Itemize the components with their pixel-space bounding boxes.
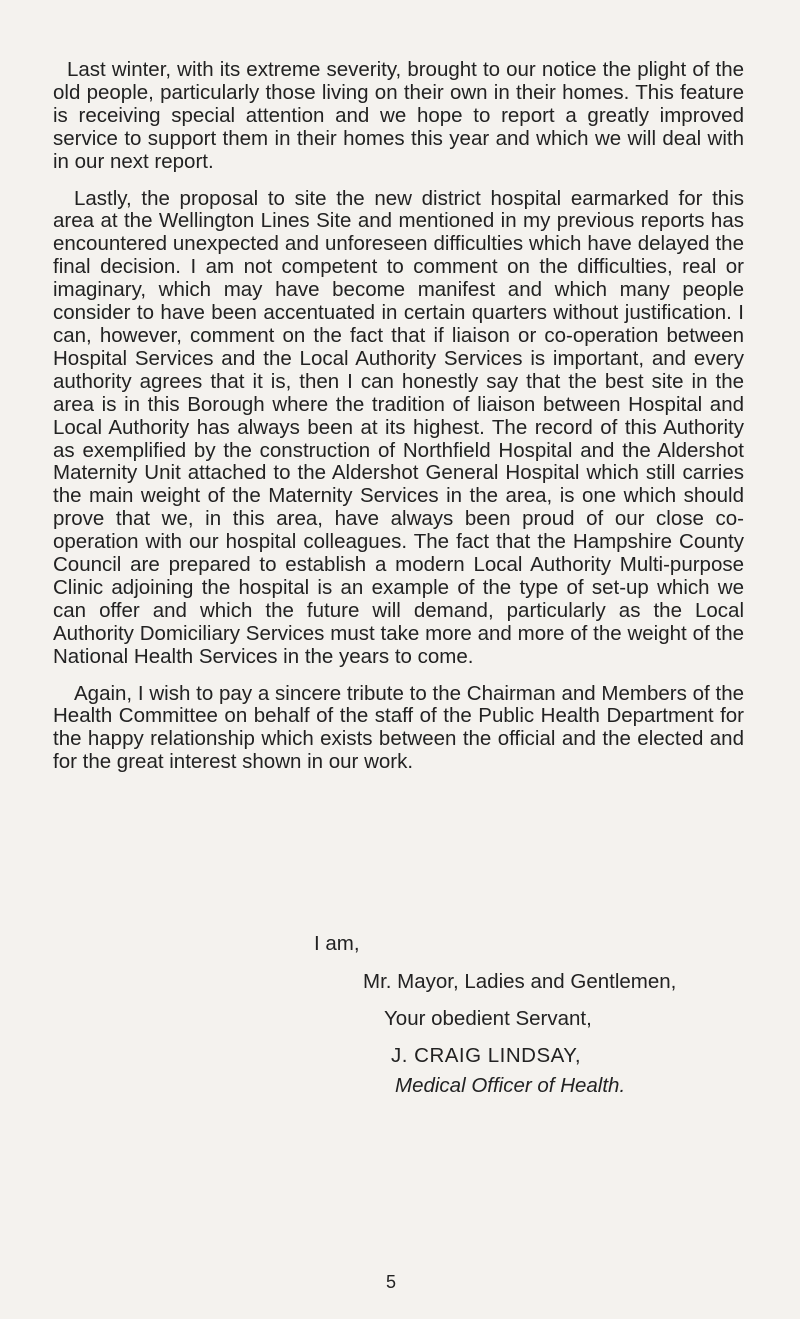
paragraph-hospital-site: Lastly, the proposal to site the new district hospital earmarked for this area at the Wellington Lines Site and mentioned in my previous reports has encountered unexpected and unforeseen difficulties which have delayed the final decision. I am not competent to comment on the difficulties, real or imaginary, which may have become manifest and which many people consider to have been accentuated in certain quarters without justification. I can, however, comment on the fact that if liaison or co-operation between Hospital Services and the Local Authority Services is important, and every authority agrees that it is, then I can honestly say that the best site in the area is in this Borough where the tradition of liaison between Hospital and Local Authority has always been at its highest. The record of this Authority as exemplified by the construction of Northfield Hospital and the Aldershot Maternity Unit attached to the Aldershot General Hospital which still carries the main weight of the Maternity Services in the area, is one which should prove that we, in this area, have always been proud of our close co-operation with our hospital colleagues. The fact that the Hampshire County Council are prepared to establish a modern Local Authority Multi-purpose Clinic adjoining the hospital is an example of the type of set-up which we can offer and which the future will demand, particularly as the Local Authority Domiciliary Services must take more and more of the weight of the National Health Services in the years to come.	[53, 186, 744, 668]
signatory-name: J. CRAIG LINDSAY,	[391, 1043, 582, 1067]
page-number: 5	[386, 1272, 397, 1292]
signatory-title: Medical Officer of Health.	[395, 1073, 626, 1097]
letter-closing	[314, 933, 676, 1098]
closing-i-am: I am,	[314, 932, 360, 955]
report-body	[53, 59, 744, 788]
closing-valediction: Your obedient Servant,	[384, 1006, 592, 1030]
closing-salutation: Mr. Mayor, Ladies and Gentlemen,	[363, 969, 677, 993]
paragraph-tribute: Again, I wish to pay a sincere tribute to the Chairman and Members of the Health Committee on behalf of the staff of the Public Health Department for the happy relationship which exists between the official and the elected and for the great interest shown in our work.	[53, 681, 744, 774]
paragraph-old-people: Last winter, with its extreme severity, brought to our notice the plight of the old people, particularly those living on their own in their homes. This feature is receiving special attention and we hope to report a greatly improved service to support them in their homes this year and which we will deal with in our next report.	[53, 58, 744, 173]
